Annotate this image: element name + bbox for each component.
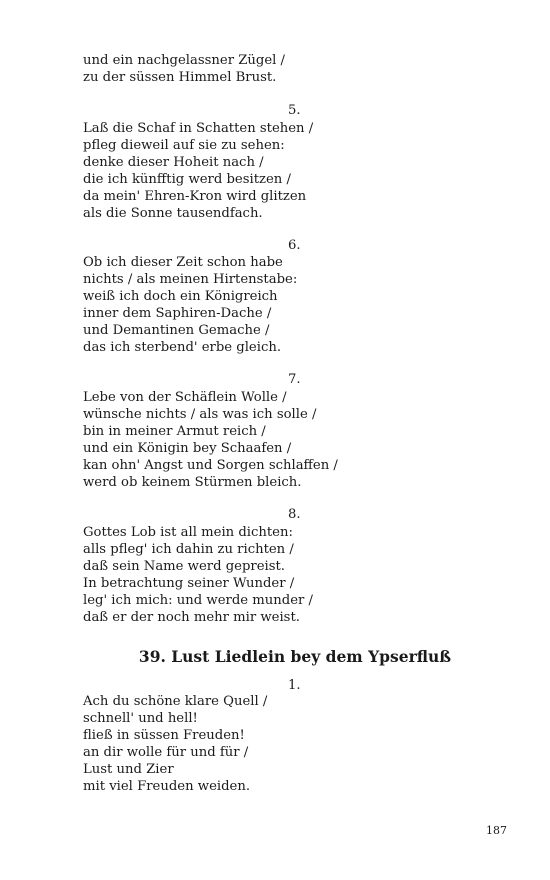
stanza-line: Laß die Schaf in Schatten stehen / [83, 121, 314, 136]
stanza-line: Gottes Lob ist all mein dichten: [83, 525, 293, 540]
stanza-line: nichts / als meinen Hirtenstabe: [83, 272, 298, 287]
song-heading: 39. Lust Liedlein bey dem Ypserfluß [138, 647, 452, 666]
stanza-line: fließ in süssen Freuden! [83, 728, 245, 743]
stanza-number: 1. [288, 678, 301, 693]
stanza-line: daß sein Name werd gepreist. [83, 559, 285, 574]
stanza-line: In betrachtung seiner Wunder / [83, 576, 295, 591]
stanza-line: kan ohn' Angst und Sorgen schlaffen / [83, 458, 338, 473]
stanza-line: da mein' Ehren-Kron wird glitzen [83, 189, 307, 204]
stanza-line: leg' ich mich: und werde munder / [83, 593, 313, 608]
stanza-line: inner dem Saphiren-Dache / [83, 306, 272, 321]
stanza-line: das ich sterbend' erbe gleich. [83, 340, 282, 355]
stanza-number: 5. [288, 103, 301, 118]
stanza-line: bin in meiner Armut reich / [83, 424, 266, 439]
stanza-number: 6. [288, 238, 301, 253]
stanza-line: pfleg dieweil auf sie zu sehen: [83, 138, 285, 153]
stanza-line: und ein Königin bey Schaafen / [83, 441, 292, 456]
stanza-line: weiß ich doch ein Königreich [83, 289, 278, 304]
page-number: 187 [486, 824, 507, 837]
stanza-line: schnell' und hell! [83, 711, 198, 726]
intro-line: und ein nachgelassner Zügel / [83, 53, 285, 68]
stanza-number: 8. [288, 507, 301, 522]
stanza-line: Ob ich dieser Zeit schon habe [83, 255, 283, 270]
intro-line: zu der süssen Himmel Brust. [83, 70, 277, 85]
stanza-line: die ich künfftig werd besitzen / [83, 172, 291, 187]
stanza-line: denke dieser Hoheit nach / [83, 155, 264, 170]
stanza-line: Lust und Zier [83, 762, 174, 777]
stanza-line: als die Sonne tausendfach. [83, 206, 263, 221]
stanza-line: und Demantinen Gemache / [83, 323, 270, 338]
stanza-line: mit viel Freuden weiden. [83, 779, 251, 794]
stanza-line: werd ob keinem Stürmen bleich. [83, 475, 302, 490]
stanza-number: 7. [288, 372, 301, 387]
stanza-line: Lebe von der Schäflein Wolle / [83, 390, 287, 405]
stanza-line: wünsche nichts / als was ich solle / [83, 407, 317, 422]
stanza-line: Ach du schöne klare Quell / [83, 694, 268, 709]
stanza-line: daß er der noch mehr mir weist. [83, 610, 300, 625]
stanza-line: alls pfleg' ich dahin zu richten / [83, 542, 294, 557]
stanza-line: an dir wolle für und für / [83, 745, 249, 760]
